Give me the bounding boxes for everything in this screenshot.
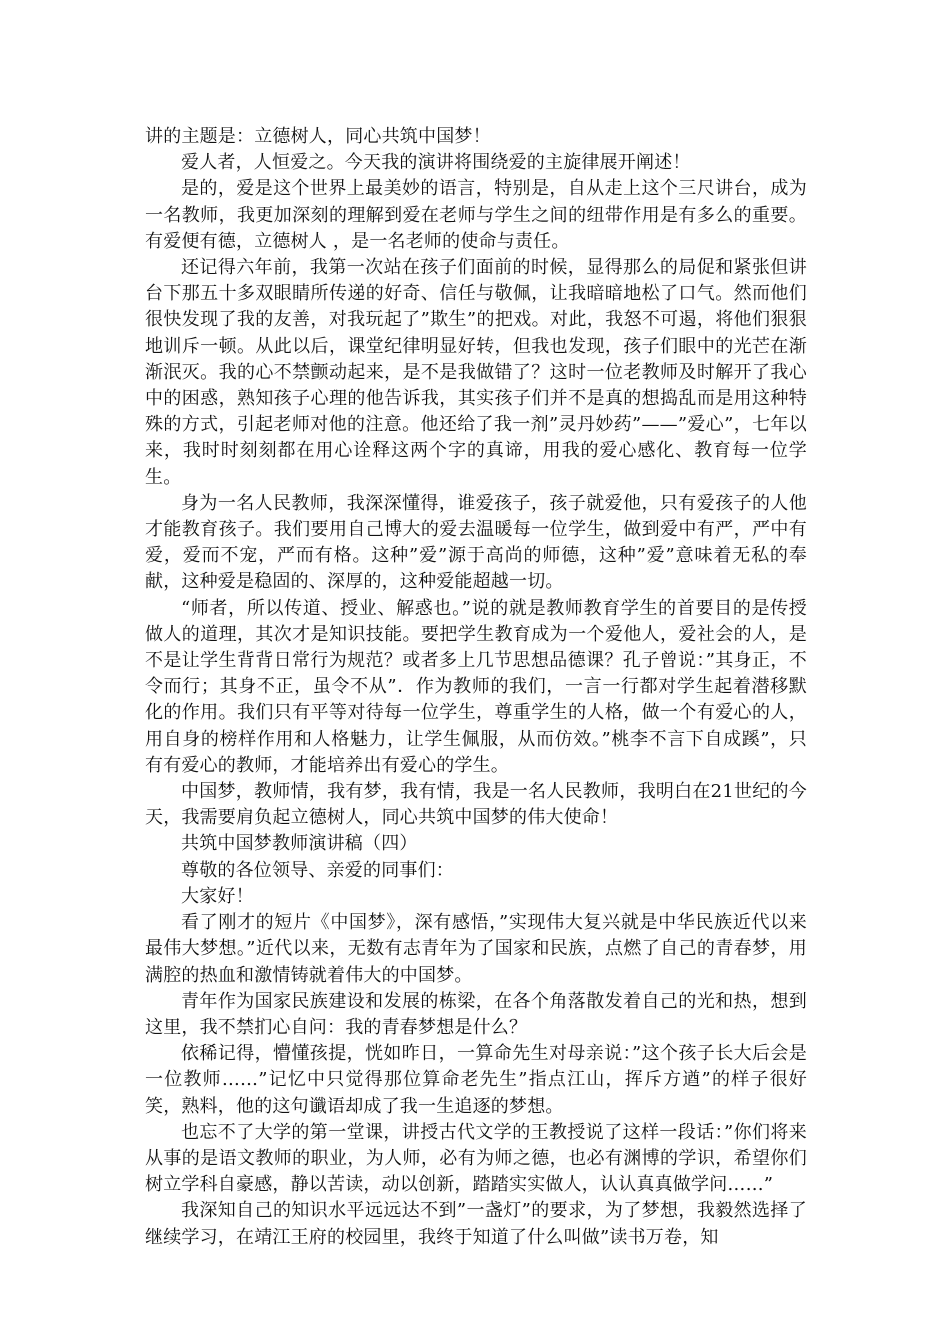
section-heading: 共筑中国梦教师演讲稿（四）	[181, 833, 418, 855]
salutation: 尊敬的各位领导、亲爱的同事们：	[181, 859, 454, 881]
paragraph-china-dream: 中国梦，教师情，我有梦，我有情，我是一名人民教师，我明白在21世纪的今天，我需要肩负起立德树人，同心共筑中国梦的伟大使命！	[145, 781, 807, 829]
paragraph-teacher-love: 身为一名人民教师，我深深懂得，谁爱孩子，孩子就爱他，只有爱孩子的人他才能教育孩子。我们要用自己博大的爱去温暖每一位学生，做到爱中有严，严中有爱，爱而不宠，严而有格。这种”爱”源于高尚的师德，这种”爱”意味着无私的奉献，这种爱是稳固的、深厚的，这种爱能超越一切。	[145, 492, 807, 593]
document-body	[145, 124, 807, 1251]
paragraph-childhood: 依稀记得，懵懂孩提，恍如昨日，一算命先生对母亲说：”这个孩子长大后会是一位教师……”记忆中只觉得那位算命老先生”指点江山，挥斥方遒”的样子很好笑，熟料，他的这句谶语却成了我一生追逐的梦想。	[145, 1043, 807, 1117]
paragraph-six-years-ago: 还记得六年前，我第一次站在孩子们面前的时候，显得那么的局促和紧张但讲台下那五十多双眼睛所传递的好奇、信任与敬佩，让我暗暗地松了口气。然而他们很快发现了我的友善，对我玩起了”欺生”的把戏。对此，我怒不可遏，将他们狠狠地训斥一顿。从此以后，课堂纪律明显好转，但我也发现，孩子们眼中的光芒在渐渐泯灭。我的心不禁颤动起来，是不是我做错了？这时一位老教师及时解开了我心中的困惑，熟知孩子心理的他告诉我，其实孩子们并不是真的想捣乱而是用这种特殊的方式，引起老师对他的注意。他还给了我一剂”灵丹妙药”——”爱心”，七年以来，我时时刻刻都在用心诠释这两个字的真谛，用我的爱心感化、教育每一位学生。	[145, 257, 807, 488]
greeting: 大家好！	[181, 885, 254, 907]
paragraph-university: 也忘不了大学的第一堂课，讲授古代文学的王教授说了这样一段话：”你们将来从事的是语文教师的职业，为人师，必有为师之德，也必有渊博的学识，希望你们树立学科自豪感，静以苦读，动以创新，踏踏实实做人，认认真真做学问……”	[145, 1121, 807, 1196]
paragraph-love-intro: 爱人者，人恒爱之。今天我的演讲将围绕爱的主旋律展开阐述！	[181, 152, 691, 174]
paragraph-short-film: 看了刚才的短片《中国梦》，深有感悟，”实现伟大复兴就是中华民族近代以来最伟大梦想。”近代以来，无数有志青年为了国家和民族，点燃了自己的青春梦，用满腔的热血和激情铸就着伟大的中国梦。	[145, 912, 807, 986]
paragraph-teacher-duty: “师者，所以传道、授业、解惑也。”说的就是教师教育学生的首要目的是传授做人的道理，其次才是知识技能。要把学生教育成为一个爱他人，爱社会的人，是不是让学生背背日常行为规范？或者多上几节思想品德课？孔子曾说：”其身正，不令而行；其身不正，虽令不从”．作为教师的我们，一言一行都对学生起着潜移默化的作用。我们只有平等对待每一位学生，尊重学生的人格，做一个有爱心的人，用自身的榜样作用和人格魅力，让学生佩服，从而仿效。”桃李不言下自成蹊”，只有有爱心的教师，才能培养出有爱心的学生。	[145, 597, 807, 776]
paragraph-love-language: 是的，爱是这个世界上最美妙的语言，特别是，自从走上这个三尺讲台，成为一名教师，我更加深刻的理解到爱在老师与学生之间的纽带作用是有多么的重要。有爱便有德，立德树人 ，是一名老师的使命与责任。	[145, 178, 807, 252]
paragraph-youth: 青年作为国家民族建设和发展的栋梁，在各个角落散发着自己的光和热，想到这里，我不禁扪心自问：我的青春梦想是什么？	[145, 990, 807, 1038]
paragraph-topic: 讲的主题是：立德树人，同心共筑中国梦！	[145, 126, 491, 147]
paragraph-continue-study: 我深知自己的知识水平远远达不到”一盏灯”的要求，为了梦想，我毅然选择了继续学习，在靖江王府的校园里，我终于知道了什么叫做”读书万卷，知	[145, 1200, 807, 1248]
